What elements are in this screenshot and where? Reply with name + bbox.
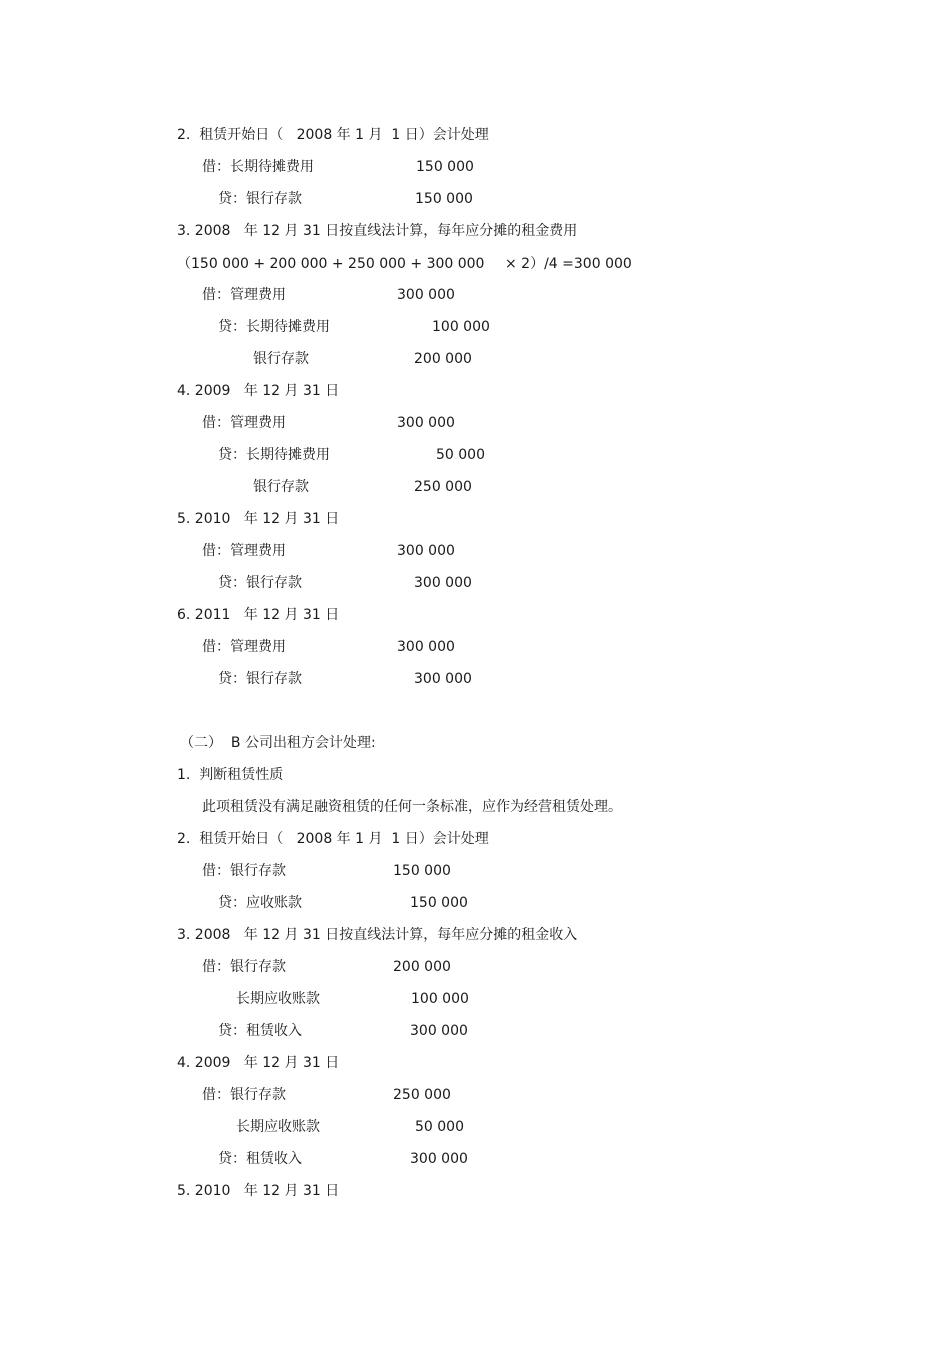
heading-lease-start: 2. 租赁开始日（ 2008 年 1 月 1 日）会计处理 [177, 127, 489, 143]
entry-amount: 200 000 [393, 959, 451, 975]
heading-2011: 6. 2011 年 12 月 31 日 [177, 607, 340, 623]
section-heading-lessor: （二） B 公司出租方会计处理: [180, 735, 376, 751]
entry-amount: 300 000 [414, 575, 472, 591]
entry-account: 借：银行存款 [202, 959, 286, 975]
entry-account: 借：管理费用 [202, 543, 286, 559]
entry-amount: 300 000 [414, 671, 472, 687]
entry-amount: 100 000 [411, 991, 469, 1007]
entry-amount: 300 000 [410, 1151, 468, 1167]
entry-account: 长期应收账款 [236, 1119, 320, 1135]
heading-2008: 3. 2008 年 12 月 31 日按直线法计算，每年应分摊的租金费用 [177, 223, 578, 239]
entry-account: 借：管理费用 [202, 287, 286, 303]
formula-left: （150 000 + 200 000 + 250 000 + 300 000 [177, 256, 485, 272]
entry-account: 银行存款 [253, 351, 309, 367]
entry-amount: 100 000 [432, 319, 490, 335]
entry-amount: 150 000 [416, 159, 474, 175]
entry-amount: 50 000 [415, 1119, 464, 1135]
entry-account: 贷：租赁收入 [218, 1151, 302, 1167]
formula-right: × 2）/4 =300 000 [505, 256, 632, 272]
entry-amount: 150 000 [415, 191, 473, 207]
heading-lease-start: 2. 租赁开始日（ 2008 年 1 月 1 日）会计处理 [177, 831, 489, 847]
entry-account: 借：长期待摊费用 [202, 159, 314, 175]
heading-2010: 5. 2010 年 12 月 31 日 [177, 511, 340, 527]
entry-account: 贷：租赁收入 [218, 1023, 302, 1039]
heading-2009: 4. 2009 年 12 月 31 日 [177, 383, 340, 399]
entry-account: 贷：长期待摊费用 [218, 447, 330, 463]
heading-lease-nature: 1. 判断租赁性质 [177, 767, 284, 783]
entry-account: 借：管理费用 [202, 639, 286, 655]
entry-amount: 150 000 [393, 863, 451, 879]
heading-2009: 4. 2009 年 12 月 31 日 [177, 1055, 340, 1071]
entry-amount: 300 000 [397, 415, 455, 431]
paragraph-lease-nature: 此项租赁没有满足融资租赁的任何一条标准，应作为经营租赁处理。 [202, 799, 622, 815]
entry-amount: 300 000 [397, 543, 455, 559]
entry-account: 贷：长期待摊费用 [218, 319, 330, 335]
entry-account: 借：银行存款 [202, 863, 286, 879]
entry-account: 银行存款 [253, 479, 309, 495]
entry-account: 贷：银行存款 [218, 671, 302, 687]
heading-2010: 5. 2010 年 12 月 31 日 [177, 1183, 340, 1199]
entry-account: 贷：银行存款 [218, 575, 302, 591]
entry-account: 贷：应收账款 [218, 895, 302, 911]
entry-amount: 250 000 [393, 1087, 451, 1103]
entry-amount: 200 000 [414, 351, 472, 367]
heading-2008: 3. 2008 年 12 月 31 日按直线法计算，每年应分摊的租金收入 [177, 927, 578, 943]
entry-amount: 300 000 [397, 287, 455, 303]
entry-amount: 150 000 [410, 895, 468, 911]
entry-account: 长期应收账款 [236, 991, 320, 1007]
entry-amount: 300 000 [397, 639, 455, 655]
entry-account: 借：管理费用 [202, 415, 286, 431]
entry-account: 贷：银行存款 [218, 191, 302, 207]
entry-amount: 50 000 [436, 447, 485, 463]
entry-account: 借：银行存款 [202, 1087, 286, 1103]
entry-amount: 250 000 [414, 479, 472, 495]
entry-amount: 300 000 [410, 1023, 468, 1039]
